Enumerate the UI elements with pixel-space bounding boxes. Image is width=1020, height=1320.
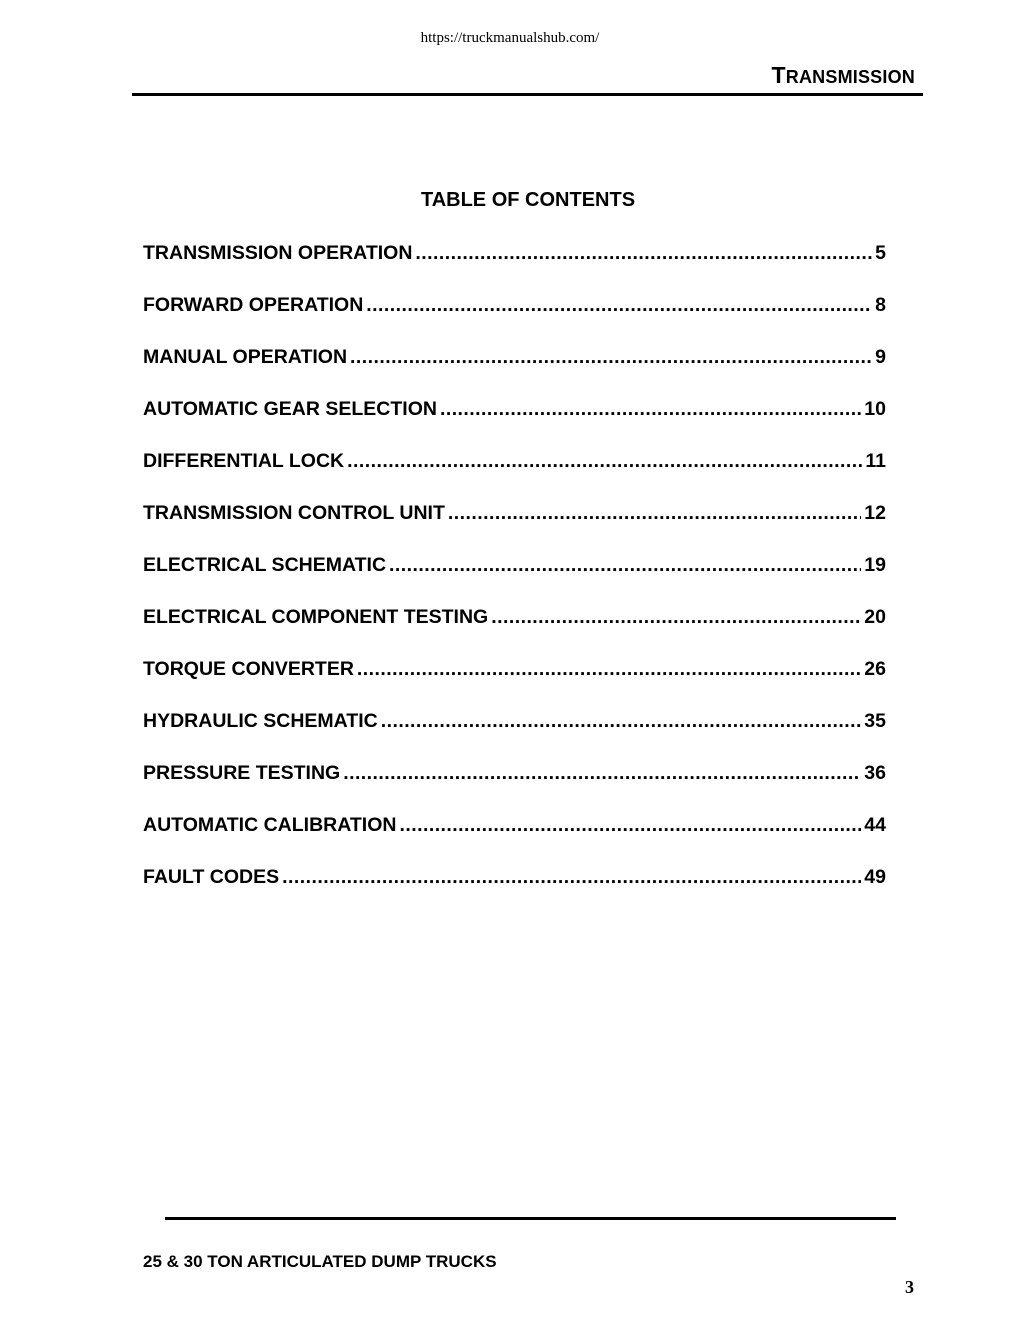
toc-entry[interactable] bbox=[143, 396, 886, 448]
toc-entry-label: ELECTRICAL SCHEMATIC bbox=[143, 554, 387, 576]
toc-entry-page: 9 bbox=[875, 346, 886, 368]
toc-entry-page: 8 bbox=[875, 294, 886, 316]
header-divider bbox=[132, 93, 923, 96]
toc-entry-label: TRANSMISSION CONTROL UNIT bbox=[143, 502, 445, 524]
toc-entry-page: 26 bbox=[864, 658, 886, 680]
toc-entry[interactable] bbox=[143, 448, 886, 500]
toc-entry-label: TRANSMISSION OPERATION bbox=[143, 242, 413, 264]
toc-entry[interactable] bbox=[143, 552, 886, 604]
toc-entry-label: FAULT CODES bbox=[143, 866, 280, 888]
toc-entry[interactable] bbox=[143, 708, 886, 760]
toc-entry-label: PRESSURE TESTING bbox=[143, 762, 341, 784]
toc-entry[interactable] bbox=[143, 500, 886, 552]
section-title bbox=[772, 62, 915, 90]
toc-entry[interactable] bbox=[143, 344, 886, 396]
toc-entry-label: HYDRAULIC SCHEMATIC bbox=[143, 710, 378, 732]
toc-entry-page: 10 bbox=[864, 398, 886, 420]
toc-entry-label: TORQUE CONVERTER bbox=[143, 658, 354, 680]
toc-entry-label: FORWARD OPERATION bbox=[143, 294, 364, 316]
section-title-rest: RANSMISSION bbox=[785, 67, 915, 87]
toc-dot-leader bbox=[399, 812, 861, 838]
toc-entry[interactable] bbox=[143, 240, 886, 292]
toc-entry-page: 5 bbox=[875, 242, 886, 264]
toc-heading: TABLE OF CONTENTS bbox=[420, 189, 636, 211]
section-title-initial: T bbox=[771, 62, 786, 88]
toc-entry-label: DIFFERENTIAL LOCK bbox=[143, 450, 345, 472]
toc-entry-page: 11 bbox=[865, 450, 886, 472]
toc-entry[interactable] bbox=[143, 864, 886, 916]
toc-dot-leader bbox=[347, 448, 862, 474]
toc-entry[interactable] bbox=[143, 656, 886, 708]
footer-divider bbox=[165, 1217, 896, 1220]
toc-dot-leader bbox=[381, 708, 862, 734]
toc-entry[interactable] bbox=[143, 812, 886, 864]
toc-entry-label: MANUAL OPERATION bbox=[143, 346, 348, 368]
toc-entry[interactable] bbox=[143, 604, 886, 656]
toc-entry[interactable] bbox=[143, 292, 886, 344]
toc-dot-leader bbox=[343, 760, 861, 786]
toc-dot-leader bbox=[282, 864, 861, 890]
footer-title: 25 & 30 TON ARTICULATED DUMP TRUCKS bbox=[143, 1252, 497, 1271]
toc-entry-label: ELECTRICAL COMPONENT TESTING bbox=[143, 606, 489, 628]
toc-list bbox=[143, 240, 886, 916]
toc-entry-page: 20 bbox=[864, 606, 886, 628]
toc-dot-leader bbox=[440, 396, 861, 422]
toc-entry[interactable] bbox=[143, 760, 886, 812]
page-number: 3 bbox=[905, 1277, 914, 1297]
toc-dot-leader bbox=[448, 500, 861, 526]
toc-entry-page: 36 bbox=[864, 762, 886, 784]
source-url[interactable]: https://truckmanualshub.com/ bbox=[420, 30, 600, 46]
toc-entry-page: 19 bbox=[864, 554, 886, 576]
toc-dot-leader bbox=[389, 552, 861, 578]
toc-dot-leader bbox=[357, 656, 861, 682]
toc-dot-leader bbox=[491, 604, 861, 630]
toc-dot-leader bbox=[366, 292, 872, 318]
toc-dot-leader bbox=[350, 344, 872, 370]
toc-dot-leader bbox=[415, 240, 872, 266]
toc-entry-page: 12 bbox=[864, 502, 886, 524]
toc-entry-label: AUTOMATIC CALIBRATION bbox=[143, 814, 397, 836]
toc-entry-label: AUTOMATIC GEAR SELECTION bbox=[143, 398, 437, 420]
toc-entry-page: 35 bbox=[864, 710, 886, 732]
toc-entry-page: 44 bbox=[864, 814, 886, 836]
toc-entry-page: 49 bbox=[864, 866, 886, 888]
